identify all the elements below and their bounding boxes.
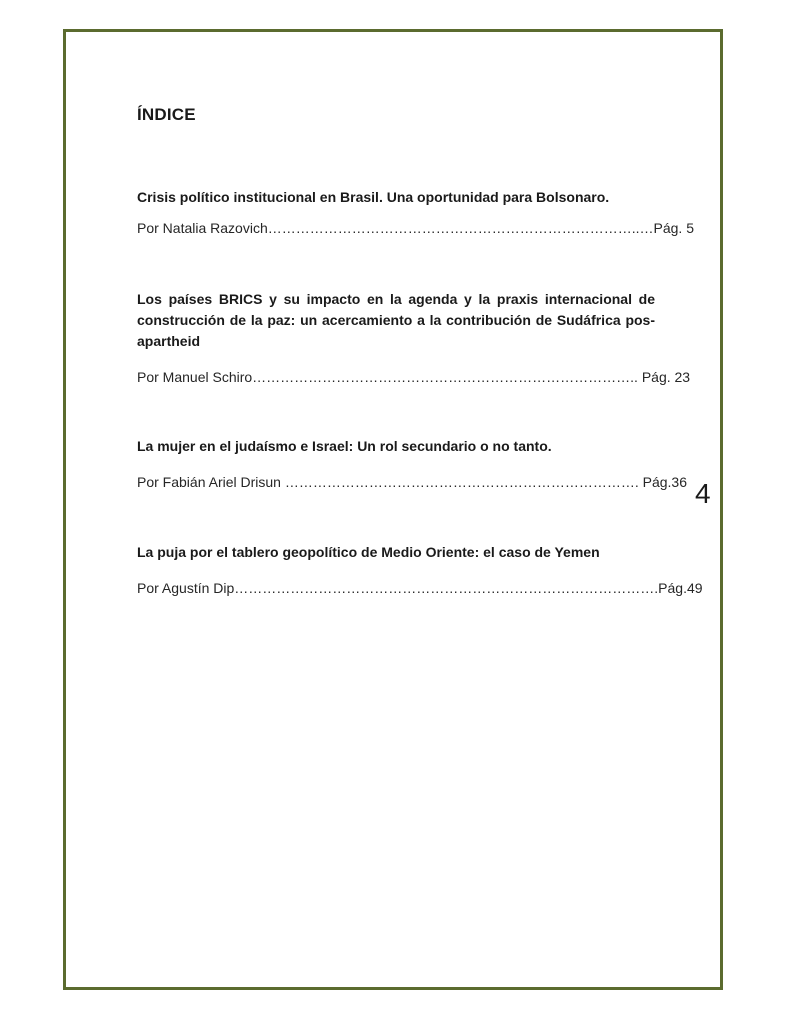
toc-entry-2-author-line: Por Manuel Schiro……………………………………………………………………….. Pág. 23: [137, 369, 691, 385]
toc-entry-4-title: La puja por el tablero geopolítico de Medio Oriente: el caso de Yemen: [137, 544, 600, 560]
toc-entry-1-title: Crisis político institucional en Brasil. Una oportunidad para Bolsonaro.: [137, 189, 610, 205]
toc-entry-4-author-line: Por Agustín Dip……………………………………………………………………………….Pág.49: [137, 580, 703, 596]
index-heading: ÍNDICE: [137, 105, 196, 124]
toc-entry-1-author-line: Por Natalia Razovich……………………………………………………………………..…Pág. 5: [137, 220, 694, 236]
toc-entry-3-title: La mujer en el judaísmo e Israel: Un rol secundario o no tanto.: [137, 438, 552, 454]
toc-entry-2-title: Los países BRICS y su impacto en la agenda y la praxis internacional de construcción de la paz: un acercamiento a la contribución de Sudáfrica pos-apartheid: [137, 291, 655, 349]
page-number: 4: [695, 478, 711, 509]
page-border-frame: [63, 29, 723, 990]
toc-entry-3-author-line: Por Fabián Ariel Drisun …………………………………………………………………. Pág.36: [137, 474, 687, 490]
